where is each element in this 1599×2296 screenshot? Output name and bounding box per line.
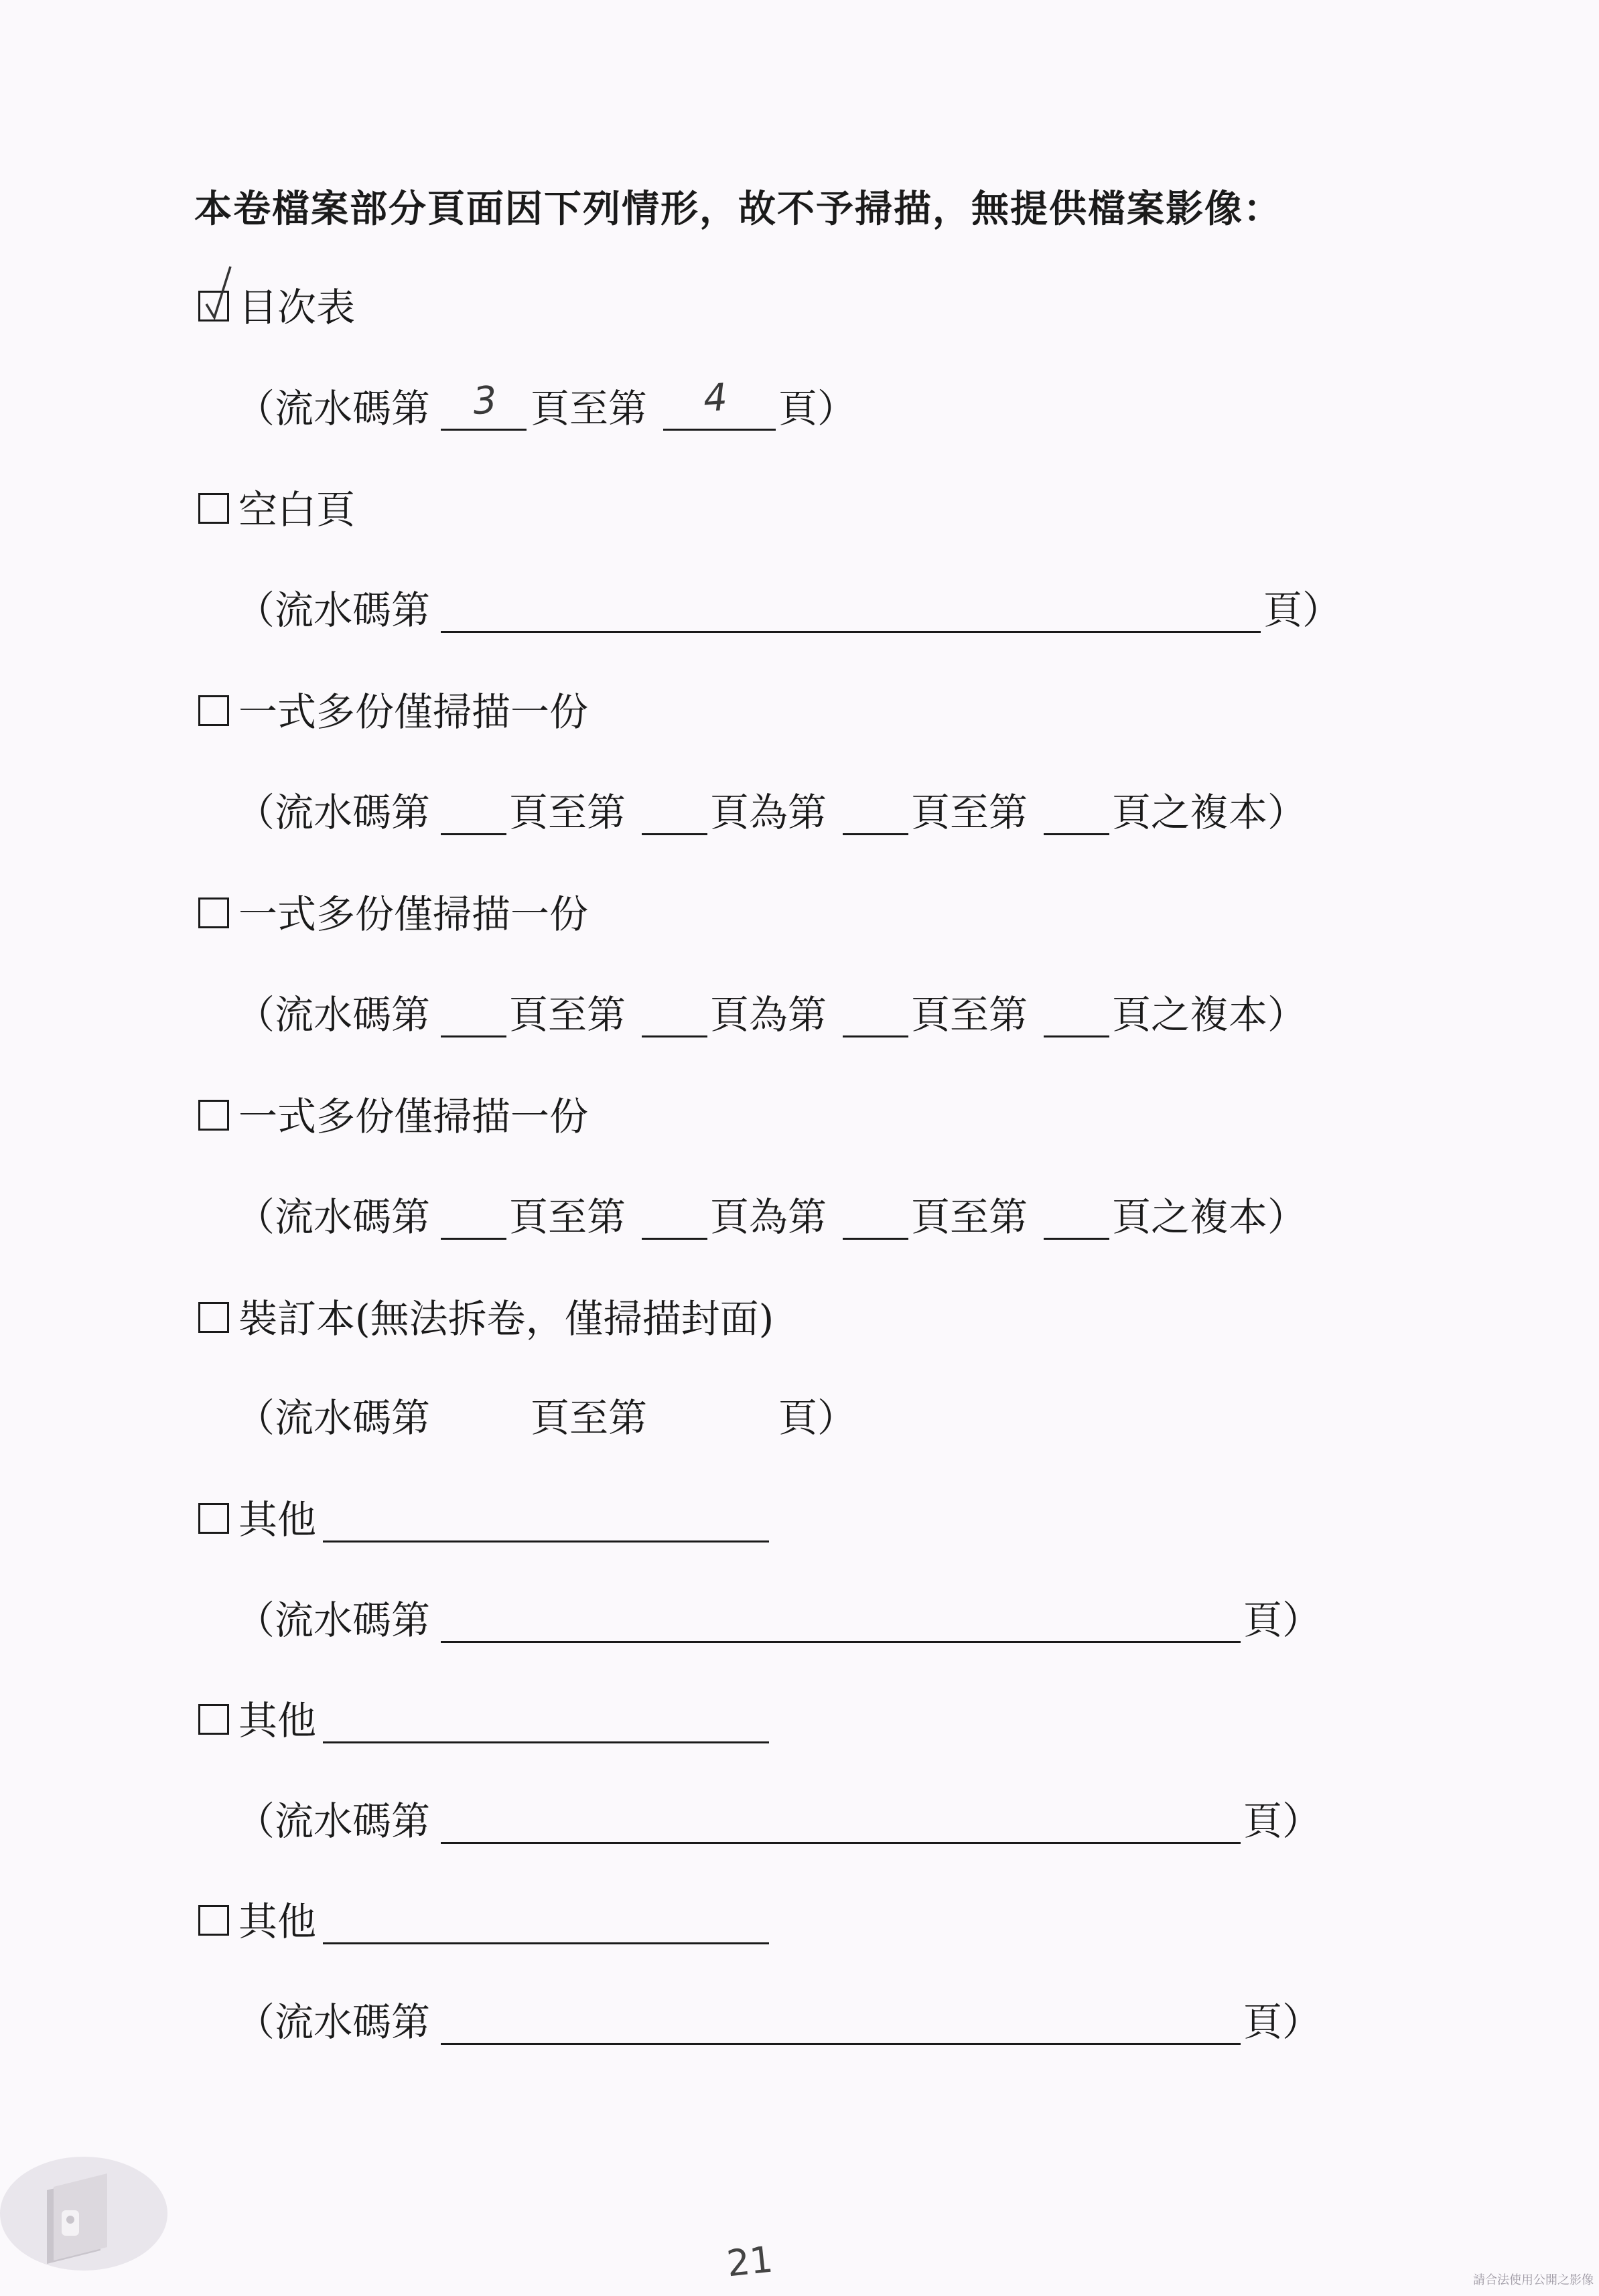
check-mark-icon xyxy=(201,263,241,323)
other-blank-field[interactable] xyxy=(323,1741,769,1743)
page-title: 本卷檔案部分頁面因下列情形，故不予掃描，無提供檔案影像： xyxy=(194,187,1282,231)
detail-text: 頁） xyxy=(1243,1798,1322,1844)
blank-field[interactable] xyxy=(441,429,527,431)
detail-text: 頁之複本） xyxy=(1112,992,1307,1037)
blank-field[interactable] xyxy=(441,1842,1241,1844)
handwritten-to: 4 xyxy=(701,375,729,421)
other-blank-field[interactable] xyxy=(323,1942,769,1944)
blank-field[interactable] xyxy=(441,2043,1241,2045)
footer-note: 請合法使用公開之影像 xyxy=(1473,2273,1594,2287)
detail-text: 頁） xyxy=(778,386,857,431)
detail-text: 頁） xyxy=(1243,1597,1322,1643)
detail-text: 頁之複本） xyxy=(1112,1194,1307,1240)
checkbox-copies[interactable] xyxy=(198,695,229,726)
detail-text: 頁至第 xyxy=(911,790,1028,835)
detail-text: 頁至第 xyxy=(531,386,648,431)
blank-field[interactable] xyxy=(642,1035,707,1037)
blank-field[interactable] xyxy=(663,429,776,431)
blank-field[interactable] xyxy=(1044,833,1109,835)
detail-text: （流水碼第 xyxy=(236,1798,431,1844)
blank-field[interactable] xyxy=(843,1035,908,1037)
blank-field[interactable] xyxy=(441,833,506,835)
blank-field[interactable] xyxy=(642,833,707,835)
option-label: 一式多份僅掃描一份 xyxy=(238,689,589,735)
detail-text: 頁至第 xyxy=(509,992,626,1037)
detail-text: 頁至第 xyxy=(509,1194,626,1240)
option-label: 目次表 xyxy=(238,285,356,330)
other-blank-field[interactable] xyxy=(323,1540,769,1542)
option-label: 其他 xyxy=(238,1698,317,1743)
blank-field[interactable] xyxy=(1044,1035,1109,1037)
detail-text: 頁至第 xyxy=(911,1194,1028,1240)
detail-text: （流水碼第 xyxy=(236,1597,431,1643)
checkbox-other[interactable] xyxy=(198,1905,229,1936)
detail-text: （流水碼第 xyxy=(236,790,431,835)
handwritten-from: 3 xyxy=(471,378,498,424)
blank-field[interactable] xyxy=(642,1238,707,1240)
checkbox-copies[interactable] xyxy=(198,898,229,928)
detail-text: （流水碼第 xyxy=(236,386,431,431)
blank-field[interactable] xyxy=(1044,1238,1109,1240)
checkbox-blank-page[interactable] xyxy=(198,493,229,524)
detail-text: 頁至第 xyxy=(509,790,626,835)
checkbox-other[interactable] xyxy=(198,1503,229,1534)
detail-text: 頁為第 xyxy=(710,790,827,835)
checkbox-copies[interactable] xyxy=(198,1100,229,1131)
blank-field[interactable] xyxy=(843,833,908,835)
detail-text: 頁） xyxy=(778,1395,857,1441)
blank-field[interactable] xyxy=(441,1641,1241,1643)
blank-field[interactable] xyxy=(441,1238,506,1240)
archive-book-logo-icon xyxy=(0,2150,167,2277)
option-label: 空白頁 xyxy=(238,487,356,532)
detail-text: 頁之複本） xyxy=(1112,790,1307,835)
checkbox-other[interactable] xyxy=(198,1704,229,1735)
blank-field[interactable] xyxy=(441,1035,506,1037)
detail-text: （流水碼第 xyxy=(236,1999,431,2045)
detail-text: （流水碼第 xyxy=(236,1395,431,1441)
option-label: 一式多份僅掃描一份 xyxy=(238,891,589,937)
detail-text: 頁） xyxy=(1263,587,1342,633)
detail-text: 頁至第 xyxy=(531,1395,648,1441)
checkbox-bound[interactable] xyxy=(198,1302,229,1333)
detail-text: （流水碼第 xyxy=(236,587,431,633)
detail-text: 頁為第 xyxy=(710,992,827,1037)
option-label: 其他 xyxy=(238,1899,317,1944)
page-number: 21 xyxy=(724,2238,775,2285)
blank-field[interactable] xyxy=(441,631,1261,633)
option-label: 一式多份僅掃描一份 xyxy=(238,1094,589,1139)
detail-text: （流水碼第 xyxy=(236,992,431,1037)
detail-text: 頁至第 xyxy=(911,992,1028,1037)
detail-text: 頁為第 xyxy=(710,1194,827,1240)
detail-text: 頁） xyxy=(1243,1999,1322,2045)
detail-text: （流水碼第 xyxy=(236,1194,431,1240)
option-label: 其他 xyxy=(238,1497,317,1542)
blank-field[interactable] xyxy=(843,1238,908,1240)
option-label: 裝訂本(無法拆卷，僅掃描封面) xyxy=(238,1296,774,1342)
